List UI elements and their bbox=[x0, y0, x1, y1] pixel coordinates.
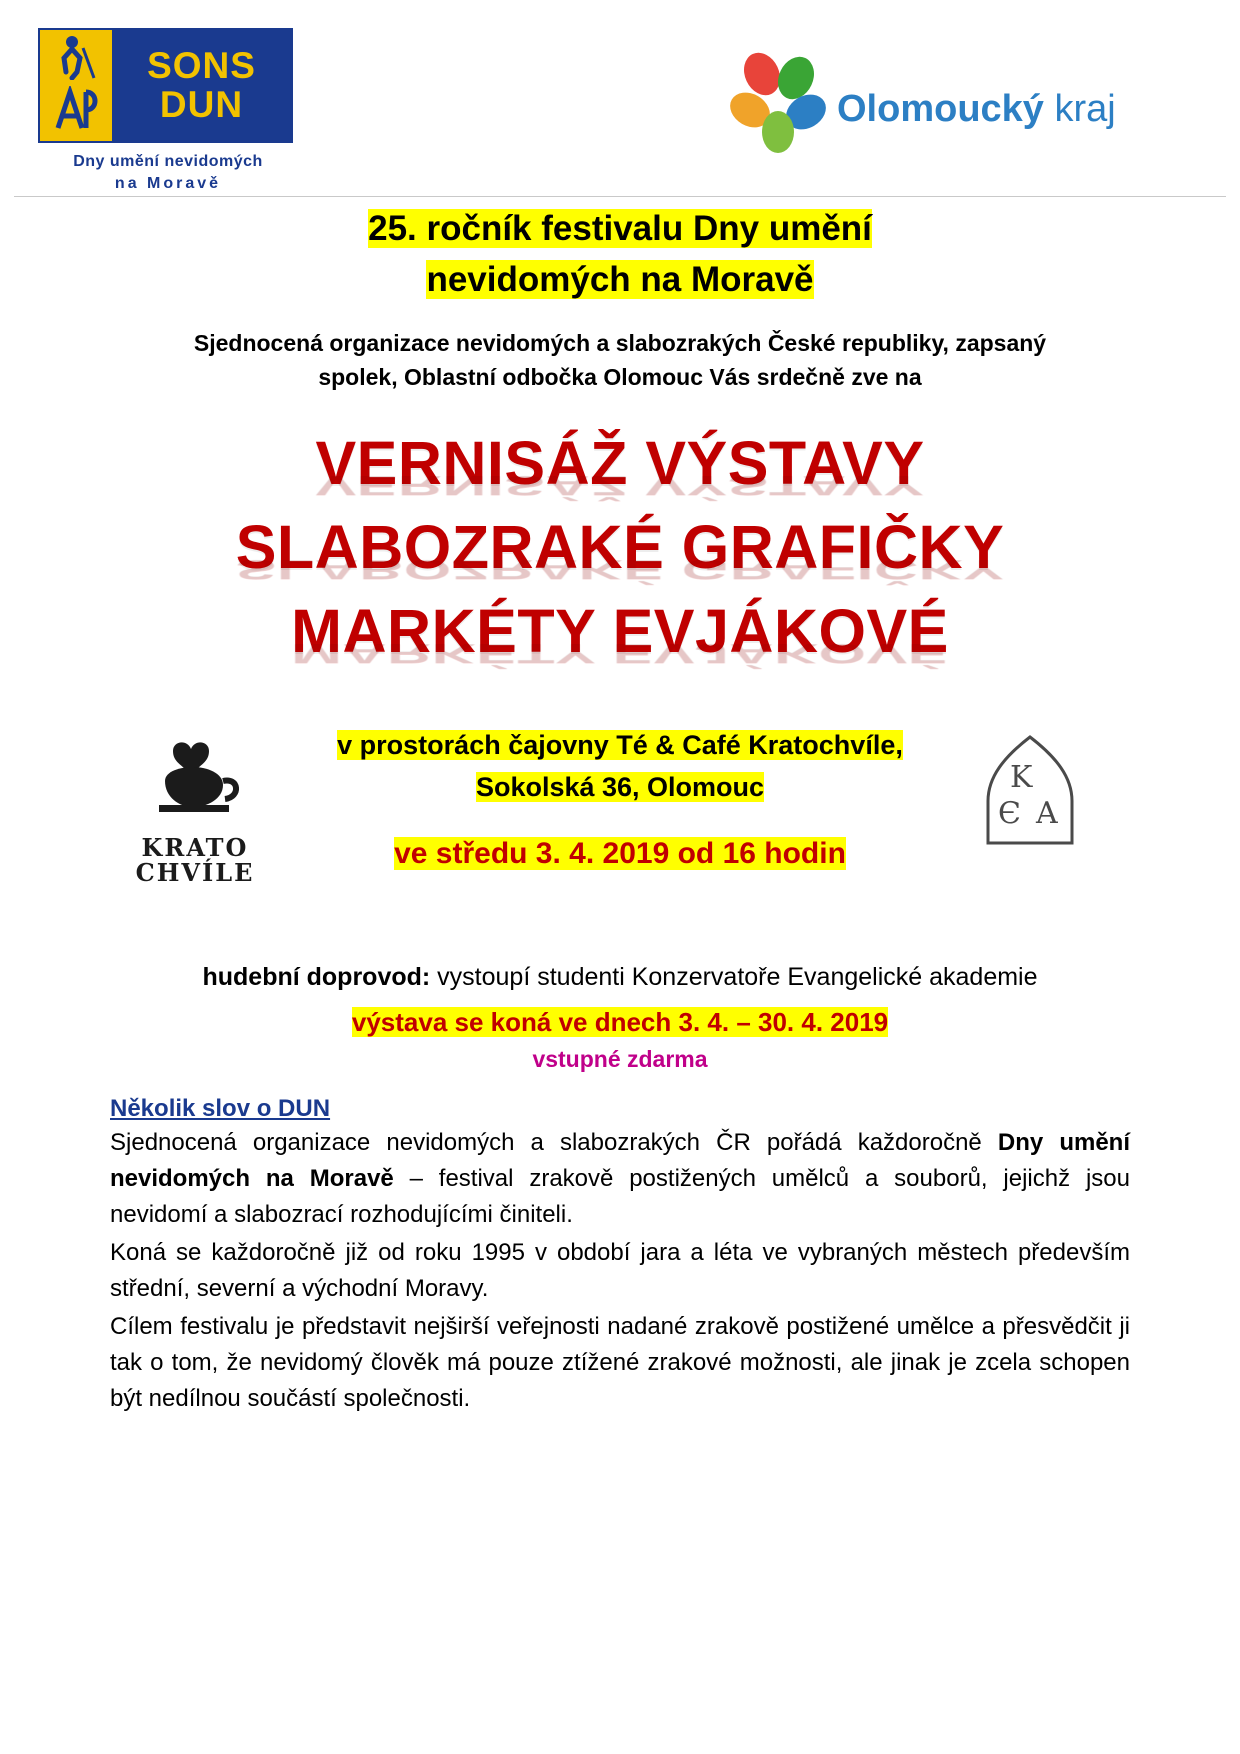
sons-caption-line1: Dny umění nevidomých bbox=[73, 153, 263, 170]
svg-text:A: A bbox=[1036, 796, 1058, 832]
blind-person-with-cane-icon bbox=[50, 34, 102, 85]
kratochvile-word-line2: CHVÍLE bbox=[135, 858, 255, 887]
olomoucky-text: Olomoucký bbox=[837, 88, 1044, 130]
braille-letters-icon bbox=[50, 86, 102, 137]
venue-line-1: v prostorách čajovny Té & Café Kratochvíle, bbox=[337, 730, 903, 761]
about-paragraph-2: Koná se každoročně již od roku 1995 v období jara a léta ve vybraných městech především střední, severní a východní Moravy. bbox=[110, 1238, 1130, 1302]
svg-text:K: K bbox=[1010, 760, 1033, 796]
about-p1-part-c: – festival zrakově postižených umělců a souborů, jejichž jsou nevidomí a slabozrací rozhodujícími činiteli. bbox=[110, 1164, 1130, 1228]
about-paragraph-3: Cílem festivalu je představit nejširší veřejnosti nadané zrakově postižené umělce a přesvědčit ji tak o tom, že nevidomý člověk má pouze ztížené zrakové možnosti, ale jinak je zcela schopen být nedílnou součástí společnosti. bbox=[110, 1312, 1130, 1412]
event-date-text: ve středu 3. 4. 2019 od 16 hodin bbox=[394, 836, 846, 870]
kraj-text: kraj bbox=[1054, 88, 1116, 130]
sons-logo-line1: SONS bbox=[147, 44, 256, 86]
colored-flower-petals-icon bbox=[722, 52, 832, 157]
poster-header bbox=[0, 0, 1240, 200]
venue-line-2: Sokolská 36, Olomouc bbox=[475, 771, 765, 802]
about-heading: Několik slov o DUN bbox=[110, 1094, 331, 1122]
exhibition-dates-text: výstava se koná ve dnech 3. 4. – 30. 4. 2019 bbox=[351, 1006, 889, 1037]
kea-monogram-icon bbox=[970, 731, 1090, 851]
sons-logo-box bbox=[38, 28, 293, 143]
event-headline-line-1: VERNISÁŽ VÝSTAVY VERNISÁŽ VÝSTAVY bbox=[0, 421, 1240, 505]
sons-logo-wordmark bbox=[112, 30, 291, 141]
venue-section bbox=[0, 725, 1240, 915]
sons-logo-icons bbox=[40, 30, 112, 141]
exhibition-dates bbox=[0, 1007, 1240, 1038]
sons-caption-line2: na Moravě bbox=[114, 174, 222, 192]
event-headline-line-2: SLABOZRAKÉ GRAFIČKY SLABOZRAKÉ GRAFIČKY bbox=[0, 505, 1240, 589]
music-accompaniment bbox=[180, 959, 1060, 997]
header-divider bbox=[14, 196, 1226, 197]
admission-note: vstupné zdarma bbox=[532, 1045, 708, 1072]
about-paragraph-1 bbox=[110, 1125, 1130, 1233]
sons-logo-line2: DUN bbox=[159, 83, 244, 125]
olomoucky-kraj-logo bbox=[722, 52, 1116, 162]
sons-dun-logo bbox=[38, 28, 298, 194]
music-label: hudební doprovod: bbox=[202, 963, 431, 992]
kratochvile-logo bbox=[120, 735, 270, 885]
about-section bbox=[110, 1095, 1130, 1417]
event-headline-line-3: MARKÉTY EVJÁKOVÉ MARKÉTY EVJÁKOVÉ bbox=[0, 589, 1240, 673]
title-line-1: 25. ročník festivalu Dny umění bbox=[368, 209, 872, 248]
about-p1-part-a: Sjednocená organizace nevidomých a slabozrakých ČR pořádá každoročně bbox=[110, 1128, 998, 1156]
music-text: vystoupí studenti Konzervatoře Evangelické akademie bbox=[430, 963, 1038, 992]
kratochvile-word-line1: KRATO bbox=[141, 832, 249, 862]
kratochvile-teapot-icon bbox=[120, 735, 270, 835]
event-headline bbox=[0, 421, 1240, 674]
organizer-text: Sjednocená organizace nevidomých a slabozrakých České republiky, zapsaný spolek, Oblastní odbočka Olomouc Vás srdečně zve na bbox=[193, 329, 1047, 390]
svg-text:Є: Є bbox=[998, 796, 1021, 832]
olomoucky-kraj-wordmark bbox=[837, 88, 1116, 131]
sons-logo-caption bbox=[38, 151, 298, 194]
title-line-2: nevidomých na Moravě bbox=[426, 259, 814, 299]
about-p1-bold: Dny umění nevidomých na Moravě bbox=[110, 1128, 1130, 1192]
page-title bbox=[0, 204, 1240, 306]
